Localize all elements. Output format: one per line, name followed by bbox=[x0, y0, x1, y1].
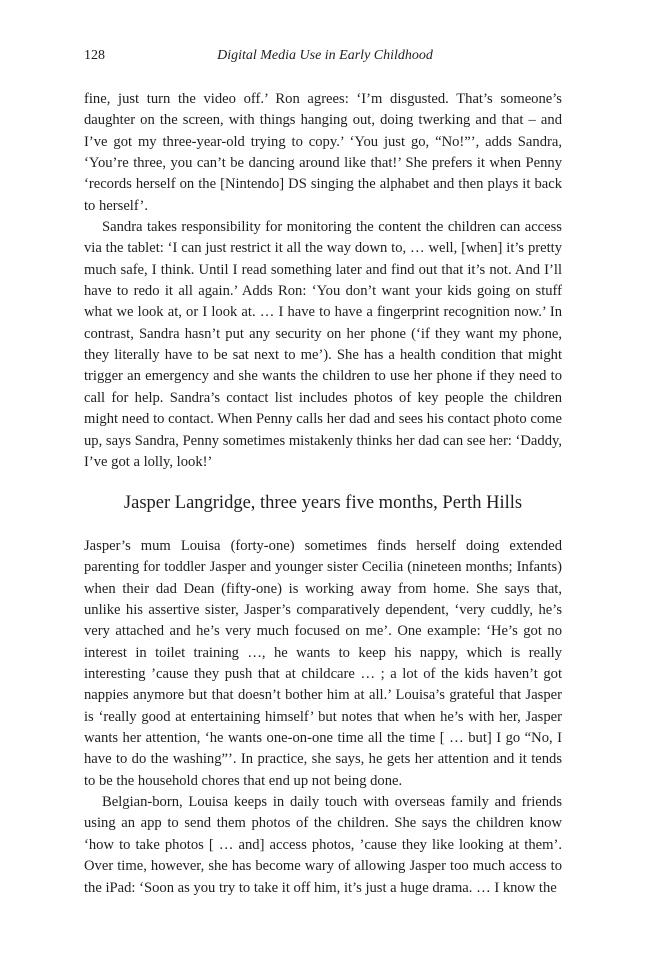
running-head bbox=[84, 46, 566, 66]
page-number: 128 bbox=[84, 48, 105, 63]
body-text-lower bbox=[84, 536, 562, 899]
running-title: Digital Media Use in Early Childhood bbox=[217, 48, 433, 63]
paragraph-continued: fine, just turn the video off.’ Ron agrees: ‘I’m disgusted. That’s someone’s daughter on the screen, with things hanging out, doing twerking and that – and I’ve got my three-year-old trying to copy.’ ‘You just go, “No!”’, adds Sandra, ‘You’re three, you can’t be dancing around like that!’ She prefers it when Penny ‘records herself on the [Nintendo] DS singing the alphabet and then plays it back to herself’. bbox=[84, 91, 562, 214]
paragraph-sandra-monitoring: Sandra takes responsibility for monitoring the content the children can access via the tablet: ‘I can just restrict it all the way down to, … well, [when] it’s pretty much safe, I think. Until I read something later and find out that it’s not. And I’ll have to redo it all again.’ Adds Ron: ‘You don’t want your kids going on stuff what we look at, or I look at. … I have to have a fingerprint recognition now.’ In contrast, Sandra hasn’t put any security on her phone (‘if they want my phone, they literally have to be sat next to me’). She has a health condition that might trigger an emergency and she wants the children to use her phone if they need to call for help. Sandra’s contact list includes photos of key people the children might need to contact. When Penny calls her dad and sees his contact photo come up, says Sandra, Penny sometimes mistakenly thinks her dad can see her: ‘Daddy, I’ve got a lolly, look!’ bbox=[84, 219, 562, 470]
section-heading: Jasper Langridge, three years five months, Perth Hills bbox=[123, 493, 523, 513]
body-text-upper bbox=[84, 89, 562, 473]
paragraph-louisa-photos: Belgian-born, Louisa keeps in daily touch with overseas family and friends using an app to send them photos of the children. She says the children know ‘how to take photos [ … and] access photos, ’cause they like looking at them’. Over time, however, she has become wary of allowing Jasper too much access to the iPad: ‘Soon as you try to take it off him, it’s just a huge drama. … I know the bbox=[84, 794, 562, 896]
paragraph-jasper-intro: Jasper’s mum Louisa (forty-one) sometimes finds herself doing extended parenting for toddler Jasper and younger sister Cecilia (nineteen months; Infants) when their dad Dean (fifty-one) is working away from home. She says that, unlike his assertive sister, Jasper’s comparatively dependent, ‘very cuddly, he’s very attached and he’s very much focused on me’. One example: ‘He’s got no interest in toilet training …, he wants to keep his nappy, which is really interesting ’cause they push that at childcare … ; a lot of the kids haven’t got nappies anymore but that doesn’t bother him at all.’ Louisa’s grateful that Jasper is ‘really good at entertaining himself’ but notes that when he’s with her, Jasper wants her attention, ‘he wants one-on-one time all the time [ … but] I go “No, I have to do the washing”’. In practice, she says, he gets her attention and it tends to be the household chores that end up not being done. bbox=[84, 538, 562, 789]
